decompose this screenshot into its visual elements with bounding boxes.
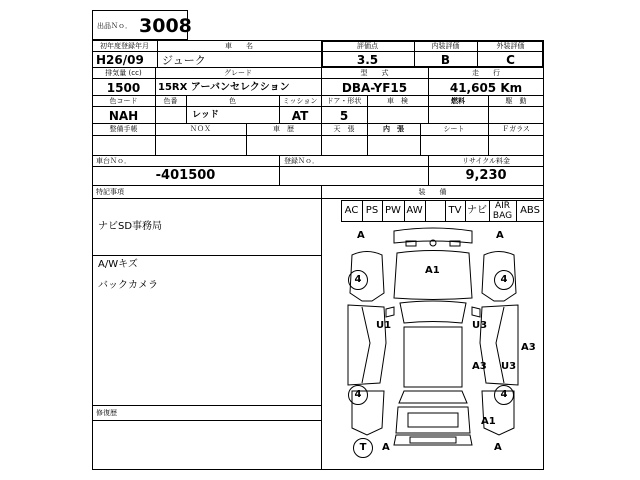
header-nox: ＮＯＸ (190, 125, 211, 133)
damage-right-rear-door-2: U3 (501, 361, 517, 372)
tire-front-left: 4 (348, 270, 368, 290)
header-displacement: 排気量 (cc) (105, 69, 142, 77)
roof (404, 327, 462, 387)
equip-pw: PW (385, 205, 401, 216)
displacement-value: 1500 (106, 81, 141, 95)
header-exterior: 外装評価 (496, 42, 525, 50)
note-line3: バックカメラ (98, 280, 158, 291)
grade-value: 15RX アーバンセレクション (158, 82, 290, 93)
tire-front-right: 4 (494, 270, 514, 290)
repair-header: 修復歴 (96, 409, 117, 417)
header-drive: 駆 動 (505, 97, 527, 105)
header-fuel: 燃料 (451, 97, 465, 105)
year-value: H26/09 (96, 53, 144, 67)
header-capacity: 車 検 (387, 97, 408, 105)
damage-right-rear-side: A3 (521, 342, 536, 353)
notes-header: 特記事項 (96, 188, 124, 196)
equip-ac: AC (344, 205, 359, 216)
recycle-value: 9,230 (465, 168, 507, 183)
header-recycle: リサイクル料金 (461, 157, 511, 165)
header-glass: Ｆガラス (502, 125, 530, 133)
exterior-value: C (506, 53, 515, 67)
equip-ps: PS (365, 205, 379, 216)
tire-spare: T (353, 438, 373, 458)
tire-rear-left: 4 (348, 385, 368, 405)
damage-front-left: A (357, 230, 365, 241)
damage-front-right: A (496, 230, 504, 241)
header-ceiling: 天 張 (333, 125, 355, 133)
header-model: 型 式 (360, 69, 389, 77)
tire-rear-right: 4 (494, 385, 514, 405)
note-line2: A/Wキズ (98, 259, 138, 270)
header-chassis: 車台Ｎｏ． (96, 157, 131, 165)
color-code-value: NAH (108, 109, 139, 123)
header-name: 車 名 (225, 42, 253, 50)
header-registration: 登録Ｎｏ． (284, 157, 319, 165)
header-transmission: ミッション (282, 97, 318, 105)
damage-rear-right: A1 (481, 416, 496, 427)
trunk (396, 407, 470, 433)
model-value: DBA-YF15 (341, 81, 408, 95)
equip-navi: ナビ (467, 205, 487, 216)
mileage-value: 41,605 Km (449, 81, 523, 95)
lot-label: 出品Ｎｏ． (97, 22, 132, 30)
header-history: 車 歴 (273, 125, 294, 133)
door-value: 5 (339, 109, 349, 123)
header-score: 評価点 (357, 42, 378, 50)
damage-rear-left: A (382, 442, 390, 453)
header-color-code: 色コード (109, 97, 138, 105)
header-interior: 内装評価 (431, 42, 460, 50)
header-year: 初年度登録年月 (100, 42, 149, 50)
lot-number-box (92, 10, 192, 40)
header-grade: グレード (224, 69, 252, 77)
header-color-no: 色番 (163, 97, 178, 105)
damage-hood: A1 (425, 265, 440, 276)
header-color: 色 (229, 97, 236, 105)
equip-abs: ABS (520, 205, 540, 216)
score-value: 3.5 (356, 53, 379, 67)
chassis-value: -401500 (155, 168, 216, 183)
color-value: レッド (192, 110, 219, 120)
header-interior-lining: 内 張 (383, 125, 404, 133)
note-line1: ナビSD事務局 (98, 221, 163, 232)
header-mileage: 走 行 (472, 69, 500, 77)
equipment-header: 装 備 (418, 188, 447, 196)
damage-right-front-door: U3 (472, 320, 488, 331)
transmission-value: AT (291, 109, 309, 123)
interior-value: B (440, 53, 451, 67)
equip-aw: AW (406, 205, 423, 216)
equip-airbag: AIR BAG (492, 201, 513, 221)
header-door: ドア・形状 (326, 97, 362, 105)
equip-tv: TV (448, 205, 462, 216)
car-damage-diagram (322, 223, 544, 470)
car-name-value: ジューク (162, 54, 206, 67)
header-manual: 整備手帳 (109, 125, 138, 133)
windshield (400, 301, 466, 323)
rear-glass (399, 391, 467, 403)
damage-rear-center: A (494, 442, 502, 453)
damage-right-rear-door: A3 (472, 361, 487, 372)
lot-number: 3008 (139, 15, 192, 37)
header-seat: シート (443, 125, 465, 133)
damage-left-front-door: U1 (376, 320, 392, 331)
